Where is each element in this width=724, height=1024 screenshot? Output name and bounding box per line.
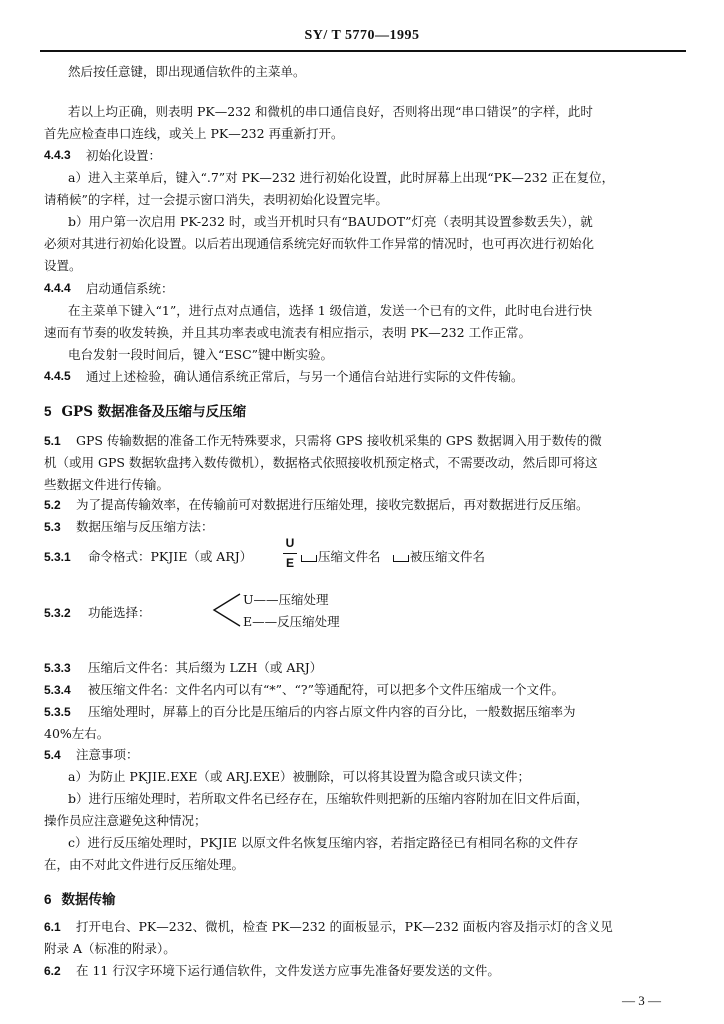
section-number: 5.2 xyxy=(44,498,61,512)
chapter-number: 5 xyxy=(44,404,52,419)
text-line: 必须对其进行初始化设置。以后若出现通信系统完好而软件工作异常的情况时，也可再次进行初始化 xyxy=(44,236,595,251)
section-title: 启动通信系统： xyxy=(86,281,174,296)
text-line: 电台发射一段时间后，键入“ESC”键中断实验。 xyxy=(68,347,334,362)
section-number: 5.3.1 xyxy=(44,550,71,564)
text-line: b）用户第一次启用 PK-232 时，或当开机时只有“BAUDOT”灯亮（表明其设置参数丢失），就 xyxy=(68,214,593,229)
angle-bracket-icon xyxy=(212,592,242,628)
section-number: 6.1 xyxy=(44,920,61,934)
text-line: 在主菜单下键入“1”，进行点对点通信，选择 1 级信道，发送一个已有的文件，此时电台进行快 xyxy=(68,303,593,318)
text-line: a）为防止 PKJIE.EXE（或 ARJ.EXE）被删除，可以将其设置为隐含或只读文件； xyxy=(68,769,530,784)
function-option-compress: U——压缩处理 xyxy=(243,592,329,607)
section-number: 6.2 xyxy=(44,964,61,978)
header-rule xyxy=(40,50,686,52)
text-line: 操作员应注意避免这种情况； xyxy=(44,813,207,828)
section-number: 5.3.2 xyxy=(44,606,71,620)
section-number: 5.3.5 xyxy=(44,705,71,719)
chapter-title: 数据传输 xyxy=(61,892,116,908)
chapter-title: GPS 数据准备及压缩与反压缩 xyxy=(61,404,247,420)
space-symbol-icon xyxy=(393,555,409,562)
command-format-prefix: 命令格式：PKJIE（或 ARJ） xyxy=(88,549,253,564)
text-line: 打开电台、PK—232、微机，检查 PK—232 的面板显示，PK—232 面板内容及指示灯的含义见 xyxy=(76,919,613,934)
function-option-decompress: E——反压缩处理 xyxy=(243,614,340,629)
section-title: 功能选择： xyxy=(88,605,151,620)
section-number: 5.3 xyxy=(44,520,61,534)
text-line: 请稍候”的字样，过一会提示窗口消失，表明初始化设置完毕。 xyxy=(44,192,388,207)
text-line: b）进行压缩处理时，若所取文件名已经存在，压缩软件则把新的压缩内容附加在旧文件后面， xyxy=(68,791,589,806)
text-line: 机（或用 GPS 数据软盘拷入数传微机），数据格式依照接收机预定格式，不需要改动，然后即可将这 xyxy=(44,455,598,470)
text-line: 40%左右。 xyxy=(44,726,110,741)
page-header: SY/ T 5770—1995 xyxy=(304,28,420,43)
option-u: U xyxy=(285,536,295,550)
text-line: 附录 A（标准的附录）。 xyxy=(44,941,176,956)
text-line: 数据压缩与反压缩方法： xyxy=(76,519,214,534)
text-line: 为了提高传输效率，在传输前可对数据进行压缩处理，接收完数据后，再对数据进行反压缩。 xyxy=(76,497,589,512)
chapter-heading xyxy=(44,400,246,420)
section-number: 4.4.5 xyxy=(44,369,71,383)
compressed-filename-label: 压缩文件名 xyxy=(318,549,381,564)
chapter-number: 6 xyxy=(44,892,52,907)
text-line: 在，由不对此文件进行反压缩处理。 xyxy=(44,857,245,872)
section-number: 4.4.3 xyxy=(44,148,71,162)
text-line: 若以上均正确，则表明 PK—232 和微机的串口通信良好，否则将出现“串口错误”的字样，此时 xyxy=(68,104,593,119)
fraction-line xyxy=(283,553,297,554)
text-line: GPS 传输数据的准备工作无特殊要求，只需将 GPS 接收机采集的 GPS 数据调入用于数传的微 xyxy=(76,433,602,448)
space-symbol-icon xyxy=(301,555,317,562)
text-line: 首先应检查串口连线，或关上 PK—232 再重新打开。 xyxy=(44,126,344,141)
text-line: 被压缩文件名：文件名内可以有“*”、“?”等通配符，可以把多个文件压缩成一个文件。 xyxy=(88,682,565,697)
text-line: 速而有节奏的收发转换，并且其功率表或电流表有相应指示，表明 PK—232 工作正常。 xyxy=(44,325,532,340)
source-filename-label: 被压缩文件名 xyxy=(410,549,486,564)
text-line: 设置。 xyxy=(44,258,82,273)
section-number: 5.3.3 xyxy=(44,661,71,675)
section-number: 5.3.4 xyxy=(44,683,71,697)
section-number: 5.4 xyxy=(44,748,61,762)
text-line: 然后按任意键，即出现通信软件的主菜单。 xyxy=(68,64,306,79)
chapter-heading xyxy=(44,888,116,908)
text-line: a）进入主菜单后，键入“.7”对 PK—232 进行初始化设置，此时屏幕上出现“PK—232 正在复位， xyxy=(68,170,615,185)
text-line: 压缩处理时，屏幕上的百分比是压缩后的内容占原文件内容的百分比，一般数据压缩率为 xyxy=(88,704,576,719)
text-line: 些数据文件进行传输。 xyxy=(44,477,170,492)
section-title: 初始化设置： xyxy=(86,148,162,163)
text-line: 在 11 行汉字环境下运行通信软件，文件发送方应事先准备好要发送的文件。 xyxy=(76,963,500,978)
section-number: 5.1 xyxy=(44,434,61,448)
text-line: c）进行反压缩处理时，PKJIE 以原文件名恢复压缩内容，若指定路径已有相同名称的文件存 xyxy=(68,835,579,850)
section-title: 注意事项： xyxy=(76,747,139,762)
section-number: 4.4.4 xyxy=(44,281,71,295)
page-number: — 3 — xyxy=(622,993,661,1008)
option-e: E xyxy=(285,556,294,570)
text-line: 压缩后文件名：其后缀为 LZH（或 ARJ） xyxy=(88,660,323,675)
text-line: 通过上述检验，确认通信系统正常后，与另一个通信台站进行实际的文件传输。 xyxy=(86,369,524,384)
